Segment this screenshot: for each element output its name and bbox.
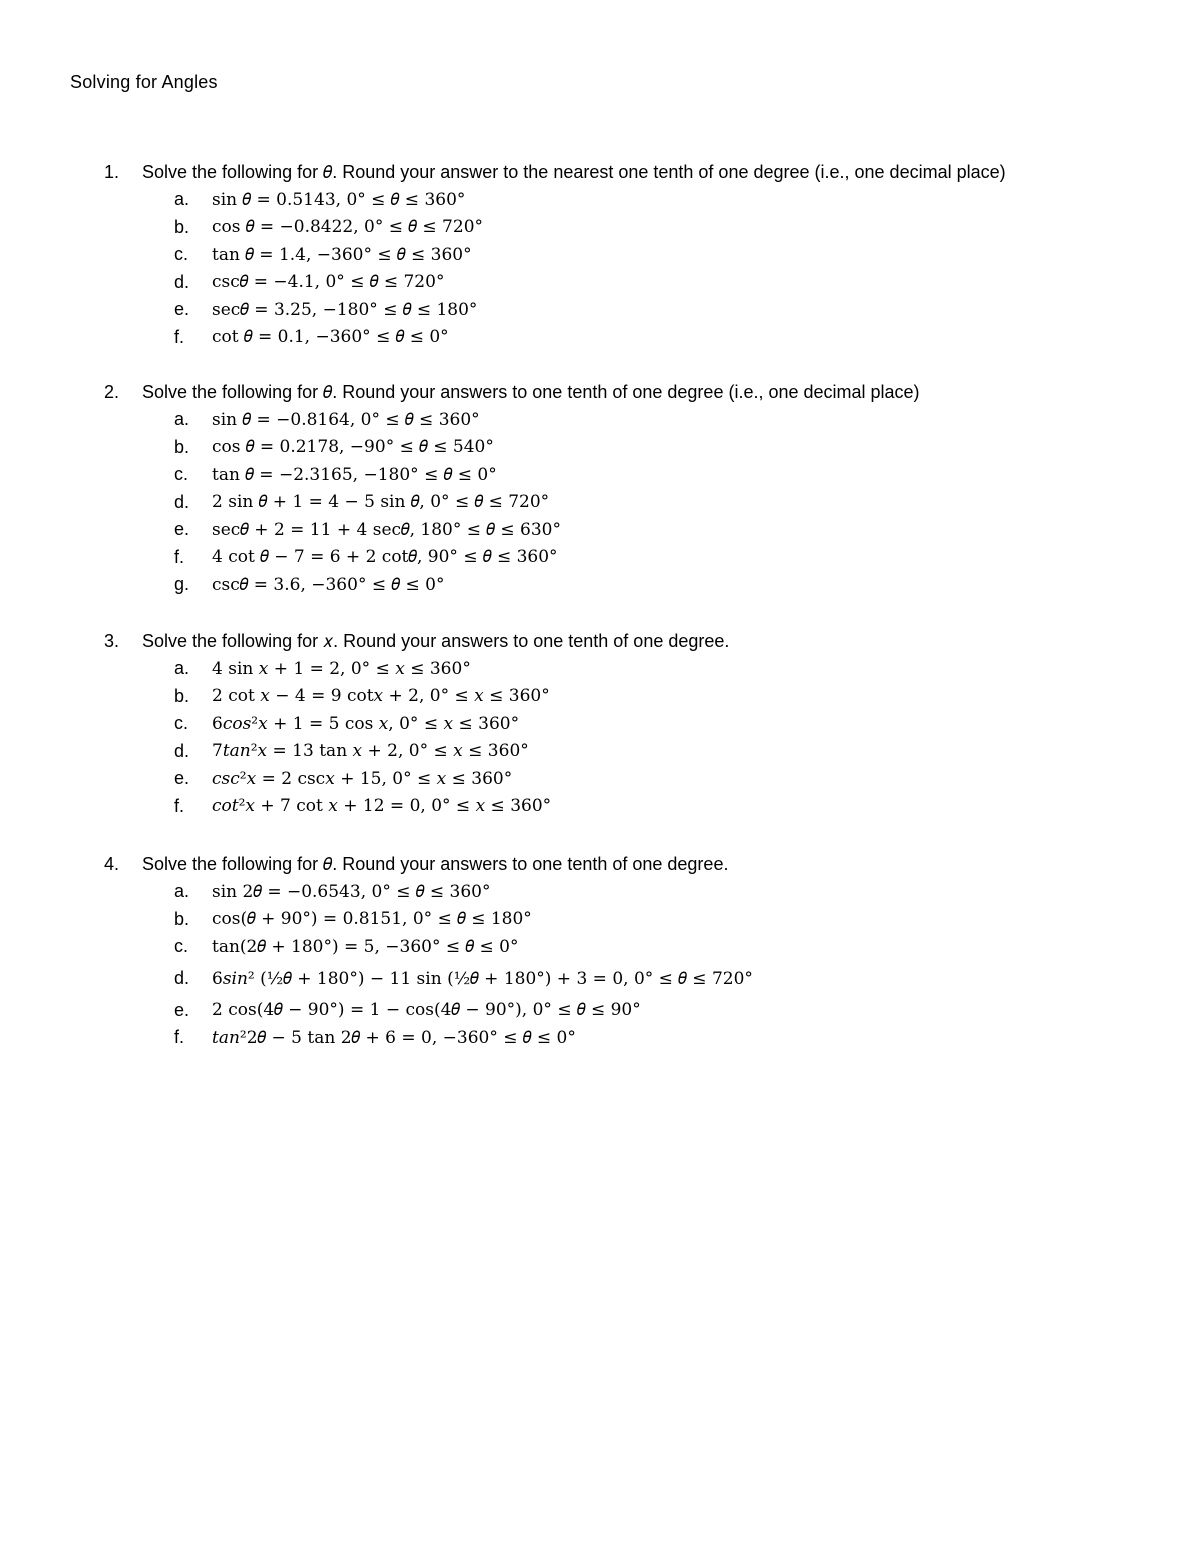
equation: 6𝑐𝑜𝑠²𝑥 + 1 = 5 cos 𝑥, 0° ≤ 𝑥 ≤ 360° (212, 713, 520, 734)
item-letter: c. (174, 936, 189, 957)
item-letter: d. (174, 740, 190, 761)
list-item (104, 683, 1184, 711)
question-3 (104, 628, 1184, 820)
item-letter: a. (174, 658, 190, 679)
list-item (104, 738, 1184, 766)
equation: cos 𝜃 = 0.2178, −90° ≤ 𝜃 ≤ 540° (212, 437, 494, 458)
equation: 4 cot 𝜃 − 7 = 6 + 2 cot𝜃, 90° ≤ 𝜃 ≤ 360° (212, 547, 558, 568)
list-item (104, 214, 1184, 242)
question-1 (104, 159, 1184, 351)
question-number: 1. (104, 162, 120, 182)
equation: 2 cos(4𝜃 − 90°) = 1 − cos(4𝜃 − 90°), 0° ≤ 𝜃 ≤ 90° (212, 1000, 641, 1021)
item-letter: b. (174, 216, 190, 237)
list-item (104, 765, 1184, 793)
list-item (104, 1024, 1184, 1052)
item-letter: d. (174, 491, 190, 512)
item-letter: d. (174, 271, 190, 292)
item-letter: c. (174, 244, 189, 265)
equation: 6𝑠𝑖𝑛² (½𝜃 + 180°) − 11 sin (½𝜃 + 180°) + 3 = 0, 0° ≤ 𝜃 ≤ 720° (212, 968, 753, 989)
list-item (104, 793, 1184, 821)
item-letter: f. (174, 326, 185, 347)
equation: 𝑡𝑎𝑛²2𝜃 − 5 tan 2𝜃 + 6 = 0, −360° ≤ 𝜃 ≤ 0° (212, 1027, 576, 1048)
question-number: 2. (104, 382, 120, 402)
question-prompt: Solve the following for 𝜃. Round your answer to the nearest one tenth of one degree (i.e., one decimal place) (142, 162, 1006, 182)
item-letter: a. (174, 189, 190, 210)
item-letter: d. (174, 968, 190, 988)
question-prompt: Solve the following for 𝜃. Round your answers to one tenth of one degree (i.e., one decimal place) (142, 382, 920, 402)
equation: cos(𝜃 + 90°) = 0.8151, 0° ≤ 𝜃 ≤ 180° (212, 909, 532, 930)
page-title: Solving for Angles (70, 72, 218, 92)
list-item (104, 241, 1184, 269)
list-item (104, 269, 1184, 297)
question-prompt: Solve the following for 𝑥. Round your answers to one tenth of one degree. (142, 631, 730, 651)
list-item (104, 997, 1184, 1025)
list-item (104, 489, 1184, 517)
equation: sin 𝜃 = −0.8164, 0° ≤ 𝜃 ≤ 360° (212, 409, 480, 430)
question-4 (104, 851, 1184, 1052)
equation: cos 𝜃 = −0.8422, 0° ≤ 𝜃 ≤ 720° (212, 217, 484, 238)
question-number: 3. (104, 631, 120, 651)
equation: tan 𝜃 = −2.3165, −180° ≤ 𝜃 ≤ 0° (212, 464, 497, 485)
equation: tan(2𝜃 + 180°) = 5, −360° ≤ 𝜃 ≤ 0° (212, 936, 519, 957)
item-letter: e. (174, 299, 190, 320)
list-item (104, 906, 1184, 934)
item-letter: g. (174, 574, 190, 595)
list-item (104, 461, 1184, 489)
equation: tan 𝜃 = 1.4, −360° ≤ 𝜃 ≤ 360° (212, 244, 472, 265)
equation: 2 sin 𝜃 + 1 = 4 − 5 sin 𝜃, 0° ≤ 𝜃 ≤ 720° (212, 492, 550, 513)
item-letter: f. (174, 795, 185, 816)
list-item (104, 434, 1184, 462)
item-letter: e. (174, 768, 190, 789)
equation: sec𝜃 = 3.25, −180° ≤ 𝜃 ≤ 180° (212, 299, 478, 320)
item-letter: b. (174, 908, 190, 929)
list-item (104, 878, 1184, 906)
item-letter: f. (174, 1027, 185, 1048)
item-letter: e. (174, 999, 190, 1020)
list-item (104, 324, 1184, 352)
equation: 𝑐𝑜𝑡²𝑥 + 7 cot 𝑥 + 12 = 0, 0° ≤ 𝑥 ≤ 360° (212, 796, 552, 817)
equation: 7𝑡𝑎𝑛²𝑥 = 13 tan 𝑥 + 2, 0° ≤ 𝑥 ≤ 360° (212, 741, 529, 762)
list-item (104, 406, 1184, 434)
equation: sec𝜃 + 2 = 11 + 4 sec𝜃, 180° ≤ 𝜃 ≤ 630° (212, 519, 561, 540)
item-letter: f. (174, 546, 185, 567)
list-item (104, 186, 1184, 214)
equation: 𝑐𝑠𝑐²𝑥 = 2 csc𝑥 + 15, 0° ≤ 𝑥 ≤ 360° (212, 768, 513, 789)
equation: sin 𝜃 = 0.5143, 0° ≤ 𝜃 ≤ 360° (212, 189, 466, 210)
item-letter: b. (174, 685, 190, 706)
equation: csc𝜃 = 3.6, −360° ≤ 𝜃 ≤ 0° (212, 574, 445, 595)
item-letter: b. (174, 436, 190, 457)
list-item (104, 571, 1184, 599)
list-item (104, 544, 1184, 572)
list-item (104, 296, 1184, 324)
list-item (104, 961, 1184, 997)
list-item (104, 710, 1184, 738)
equation: 2 cot 𝑥 − 4 = 9 cot𝑥 + 2, 0° ≤ 𝑥 ≤ 360° (212, 686, 550, 707)
list-item (104, 516, 1184, 544)
equation: sin 2𝜃 = −0.6543, 0° ≤ 𝜃 ≤ 360° (212, 881, 491, 902)
equation: 4 sin 𝑥 + 1 = 2, 0° ≤ 𝑥 ≤ 360° (212, 658, 471, 679)
item-letter: c. (174, 713, 189, 734)
equation: csc𝜃 = −4.1, 0° ≤ 𝜃 ≤ 720° (212, 272, 445, 293)
equation: cot 𝜃 = 0.1, −360° ≤ 𝜃 ≤ 0° (212, 327, 449, 348)
item-letter: a. (174, 881, 190, 902)
item-letter: e. (174, 519, 190, 540)
list-item (104, 655, 1184, 683)
item-letter: a. (174, 409, 190, 430)
question-prompt: Solve the following for 𝜃. Round your answers to one tenth of one degree. (142, 854, 729, 874)
item-letter: c. (174, 464, 189, 485)
question-number: 4. (104, 854, 120, 874)
question-2 (104, 379, 1184, 599)
list-item (104, 933, 1184, 961)
